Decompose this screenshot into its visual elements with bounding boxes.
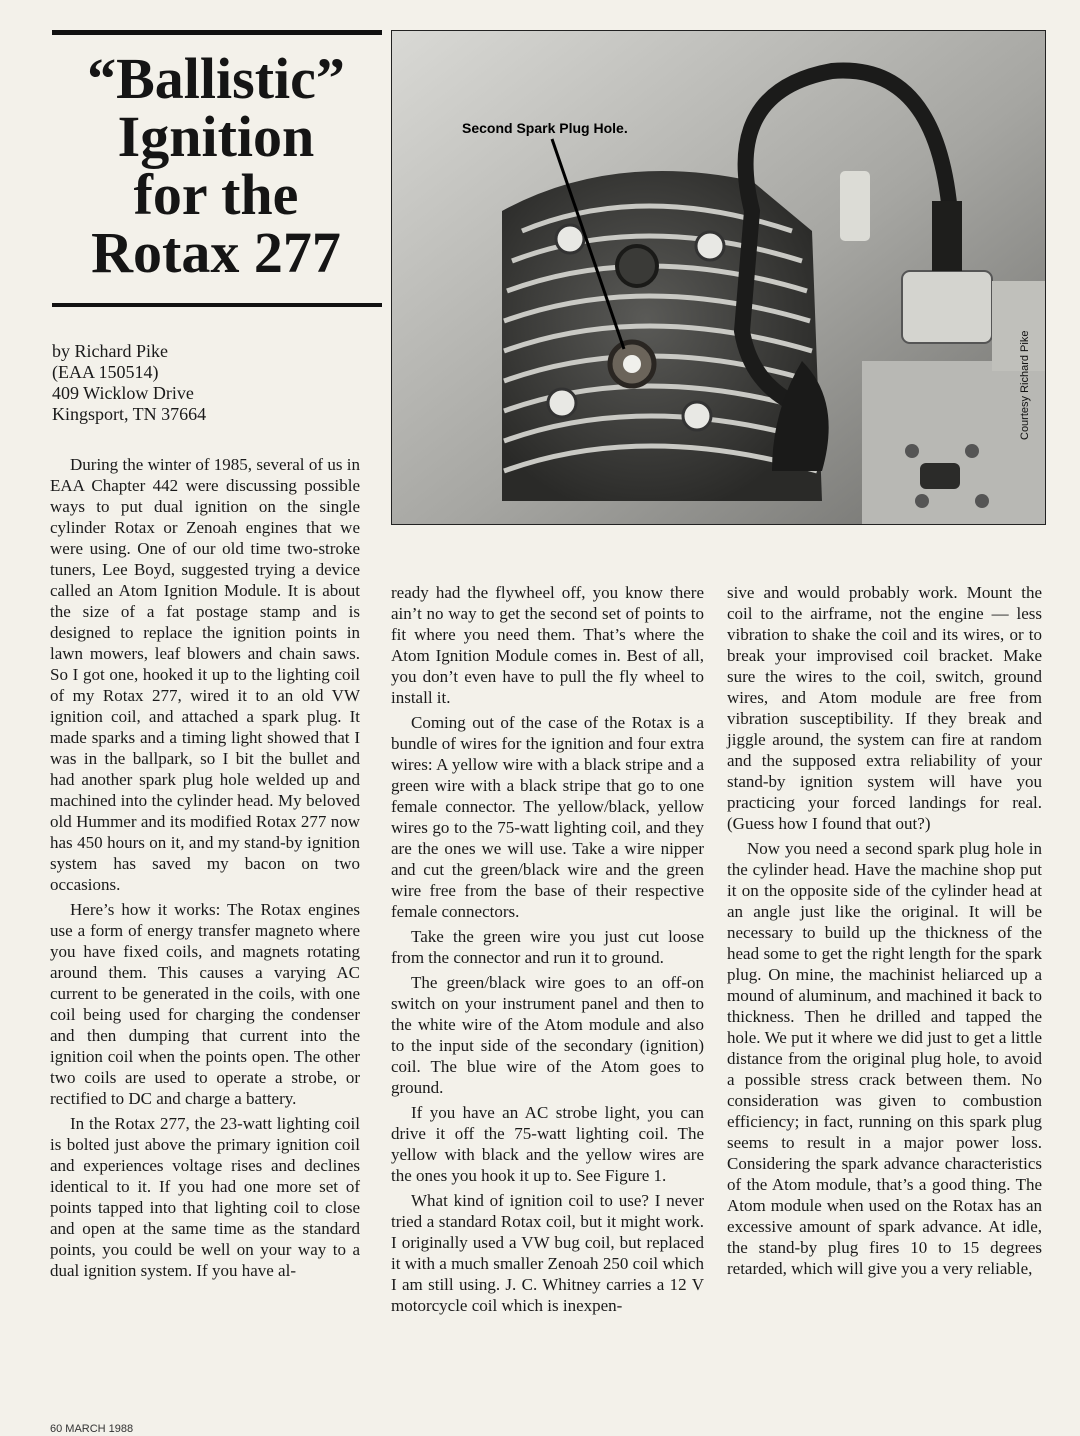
author-street: 409 Wicklow Drive bbox=[52, 383, 194, 403]
paragraph: During the winter of 1985, several of us in EAA Chapter 442 were discussing possible ways to put dual ignition on the single cylinder Rotax or Zenoah engines that we were using. One of our old time two-stroke tuners, Lee Boyd, suggested trying a device called an Atom Ignition Module. It is about the size of a fat postage stamp and is designed to replace the ignition points in lawn mowers, leaf blowers and chain saws. So I got one, hooked it up to the lighting coil of my Rotax 277, wired it to an old VW ignition coil, and attached a spark plug. It made sparks and a timing light showed that I was in the ballpark, so I bit the bullet and had another spark plug hole welded up and machined into the cylinder head. My beloved old Hummer and its modified Rotax 277 now has 450 hours on it, and my stand-by ignition system has saved my bacon on two occasions. bbox=[50, 455, 360, 894]
article-column-1 bbox=[50, 454, 360, 1285]
author-byline bbox=[52, 341, 372, 425]
photo-caption: Second Spark Plug Hole. bbox=[462, 120, 628, 136]
author-name: by Richard Pike bbox=[52, 341, 168, 361]
article-title bbox=[52, 46, 380, 285]
article-column-3 bbox=[727, 582, 1042, 1283]
paragraph: Now you need a second spark plug hole in the cylinder head. Have the machine shop put it on the opposite side of the cylinder head at an angle just like the original. It will be necessary to build up the thickness of the head some to get the right length for the spark plug. On mine, the machinist heliarced up a mound of aluminum, and machined it back to thickness. Then he drilled and tapped the hole. We put it where we did just to get a little distance from the original plug hole, to avoid a possible stress crack between them. No consideration was given to combustion efficiency; in fact, running on this spark plug seems to result in a major power loss. Considering the spark advance characteristics of the Atom module, that’s a good thing. The Atom module when used on the Rotax has an excessive amount of spark advance. At idle, the stand-by plug fires 10 to 15 degrees retarded, which will give you a very reliable, bbox=[727, 839, 1042, 1278]
paragraph: Here’s how it works: The Rotax engines use a form of energy transfer magneto where you have fixed coils, and magnets rotating around them. This causes a varying AC current to be generated in the coils, with one coil being used for charging the condenser and then dumping that current into the ignition coil when the points open. The other two coils are used to operate a strobe, or rectified to DC and charge a battery. bbox=[50, 900, 360, 1108]
title-bottom-rule bbox=[52, 303, 382, 307]
title-top-rule bbox=[52, 30, 382, 35]
paragraph: Coming out of the case of the Rotax is a bundle of wires for the ignition and four extra wires: A yellow wire with a black stripe and a green wire with a black stripe that go to one female connector. The yellow/black, yellow wires go to the 75-watt lighting coil, and they are the ones we will use. Take a wire nipper and cut the green/black wire and the green wire free from the base of their respective female connectors. bbox=[391, 713, 704, 921]
author-membership: (EAA 150514) bbox=[52, 362, 159, 382]
title-line-3: for the bbox=[133, 162, 299, 227]
photo-credit: Courtesy Richard Pike bbox=[1019, 330, 1031, 440]
title-line-2: Ignition bbox=[117, 104, 315, 169]
article-column-2 bbox=[391, 582, 704, 1320]
paragraph: What kind of ignition coil to use? I never tried a standard Rotax coil, but it might work. I originally used a VW bug coil, but replaced it with a much smaller Zenoah 250 coil which I am still using. J. C. Whitney carries a 12 V motorcycle coil which is inexpen- bbox=[391, 1191, 704, 1315]
paragraph: The green/black wire goes to an off-on switch on your instrument panel and then to the white wire of the Atom module and also to the input side of the secondary (ignition) coil. The blue wire of the Atom goes to ground. bbox=[391, 973, 704, 1097]
paragraph: ready had the flywheel off, you know there ain’t no way to get the second set of points to fit where you need them. That’s where the Atom Ignition Module comes in. Best of all, you don’t even have to pull the fly wheel to install it. bbox=[391, 583, 704, 707]
page-footer: 60 MARCH 1988 bbox=[50, 1423, 134, 1435]
paragraph: Take the green wire you just cut loose from the connector and run it to ground. bbox=[391, 927, 704, 967]
author-city: Kingsport, TN 37664 bbox=[52, 404, 207, 424]
paragraph: sive and would probably work. Mount the coil to the airframe, not the engine — less vibration to shake the coil and its wires, or to break your improvised coil bracket. Make sure the wires to the coil, switch, ground wires, and Atom module are free from vibration susceptibility. If they break and jiggle around, the system can fire at random and the supposed extra reliability of your stand-by ignition system will have you practicing your forced landings for real. (Guess how I found that out?) bbox=[727, 583, 1042, 833]
engine-photo bbox=[391, 30, 1046, 525]
title-line-4: Rotax 277 bbox=[91, 220, 341, 285]
paragraph: If you have an AC strobe light, you can drive it off the 75-watt lighting coil. The yellow with black and the yellow wires are the ones you hook it up to. See Figure 1. bbox=[391, 1103, 704, 1185]
title-line-1: “Ballistic” bbox=[87, 46, 345, 111]
engine-photo-graphic bbox=[392, 31, 1045, 524]
paragraph: In the Rotax 277, the 23-watt lighting coil is bolted just above the primary ignition coil and experiences voltage rises and declines identical to it. If you had one more set of points tapped into that lighting coil to close and open at the same time as the standard points, you could be well on your way to a dual ignition system. If you have al- bbox=[50, 1114, 360, 1280]
